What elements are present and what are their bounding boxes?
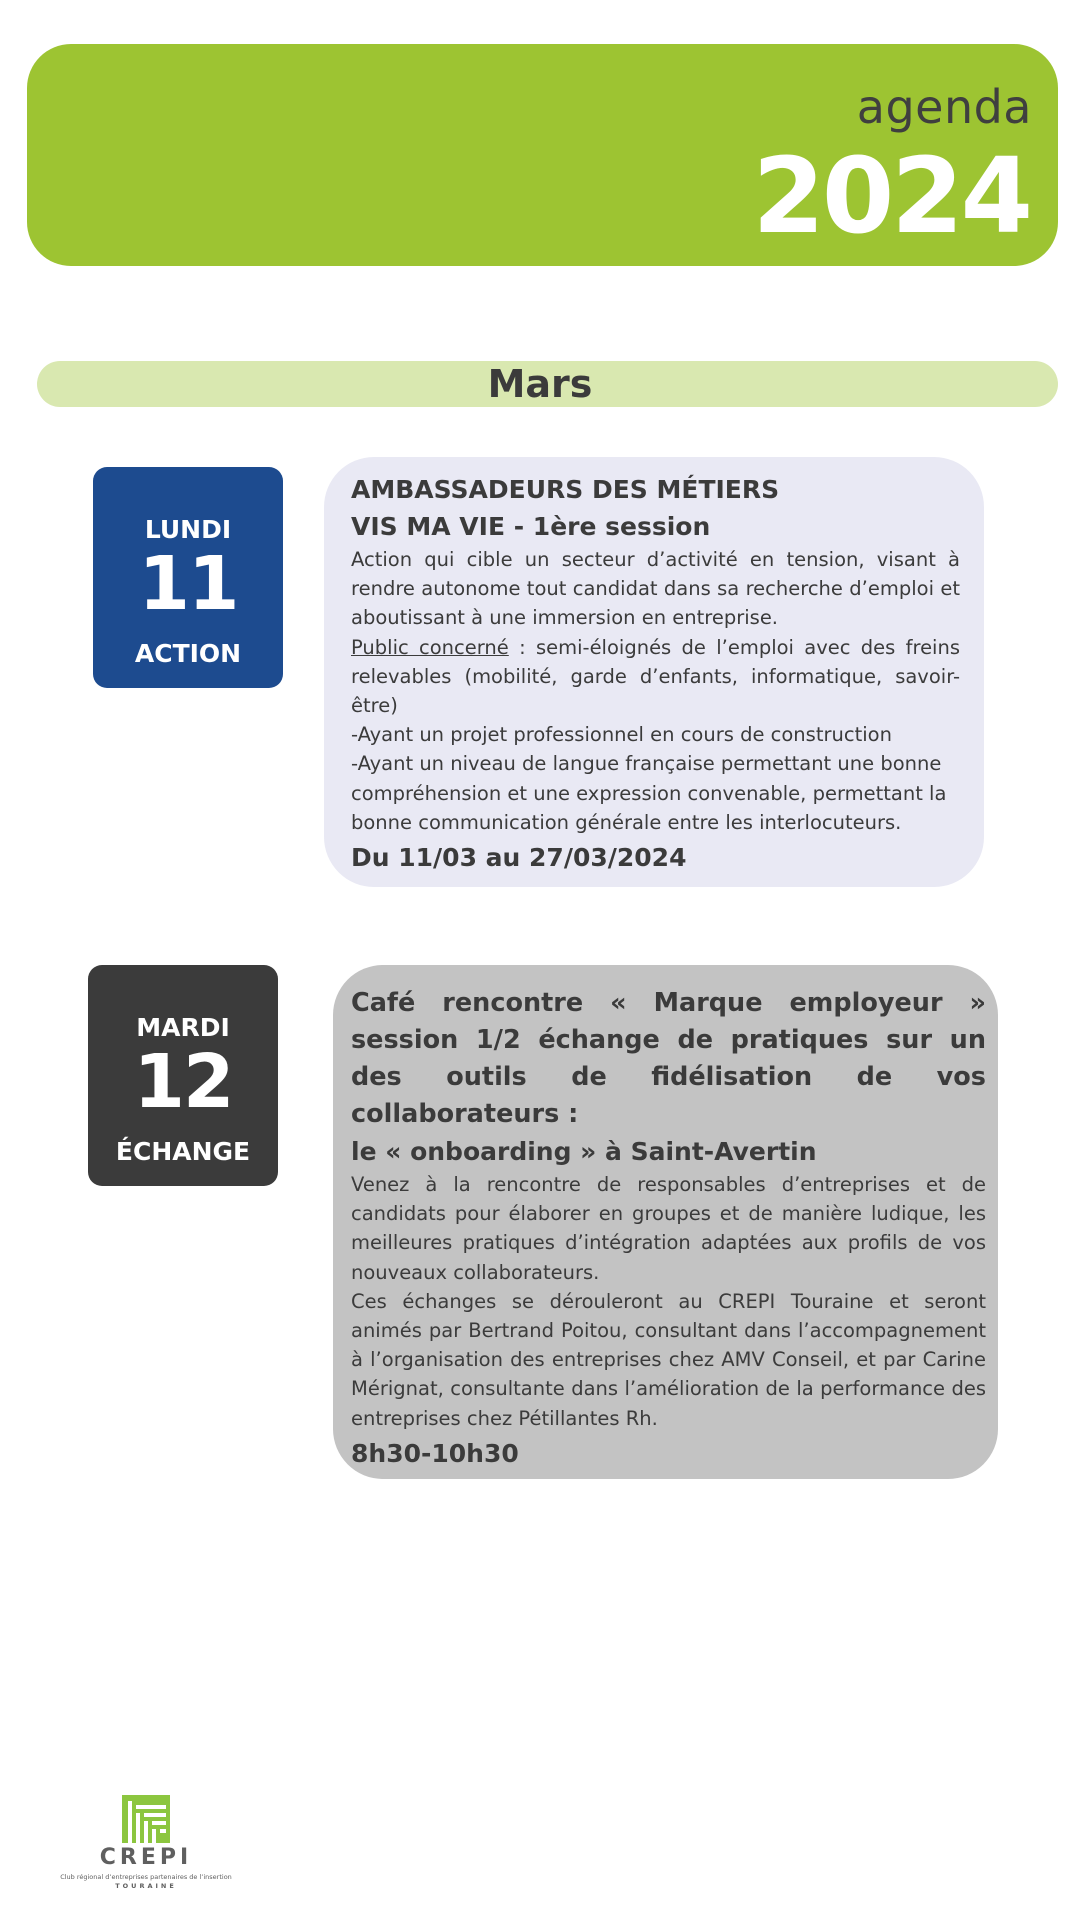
header-banner: [27, 44, 1058, 266]
header-agenda-label: agenda: [856, 80, 1032, 134]
event-subtitle: VIS MA VIE - 1ère session: [351, 512, 711, 541]
event-type: ACTION: [134, 639, 242, 668]
event-type: ÉCHANGE: [115, 1137, 251, 1166]
logo-name: CREPI: [99, 1845, 193, 1870]
header-year: 2024: [752, 135, 1030, 257]
event-audience: [351, 633, 960, 721]
event-bullet: -Ayant un niveau de langue française permettant une bonne compréhension et une expression convenable, permettant la bonne communication générale entre les interlocuteurs.: [351, 752, 947, 834]
event-day-number: 11: [138, 541, 238, 627]
crepi-logo: [56, 1795, 236, 1890]
logo-region: TOURAINE: [115, 1882, 177, 1890]
event-card: [324, 457, 984, 887]
event-date-tile: [88, 965, 278, 1186]
event-bullet: -Ayant un projet professionnel en cours de construction: [351, 723, 892, 747]
event-title: AMBASSADEURS DES MÉTIERS: [351, 475, 780, 504]
event-description: Ces échanges se dérouleront au CREPI Touraine et seront animés par Bertrand Poitou, consultant dans l’accompagnement à l’organisation des entreprises chez AMV Conseil, et par Carine Mérignat, consultante dans l’amélioration de la performance des entreprises chez Pétillantes Rh.: [351, 1289, 986, 1430]
event-day-number: 12: [133, 1039, 233, 1125]
event-description: Action qui cible un secteur d’activité en tension, visant à rendre autonome tout candidat dans sa recherche d’emploi et aboutissant à une immersion en entreprise.: [351, 548, 960, 630]
audience-label: Public concerné: [351, 635, 509, 659]
event-title: Café rencontre « Marque employeur » session 1/2 échange de pratiques sur un des outils de fidélisation de vos collaborateurs :: [351, 988, 986, 1129]
event-date-range: Du 11/03 au 27/03/2024: [351, 843, 687, 873]
crepi-logo-mark-icon: [122, 1795, 170, 1843]
event-title-location: le « onboarding » à Saint-Avertin: [351, 1137, 817, 1166]
logo-subtitle: Club régional d’entreprises partenaires de l’insertion: [60, 1873, 232, 1881]
event-date-tile: [93, 467, 283, 688]
event-day-name: LUNDI: [144, 515, 232, 544]
event-description: Venez à la rencontre de responsables d’entreprises et de candidats pour élaborer en groupes et de manière ludique, les meilleures pratiques d’intégration adaptées aux profils de vos nouveaux collaborateurs.: [351, 1173, 986, 1284]
month-bar: [37, 361, 1058, 407]
month-label: Mars: [487, 362, 593, 406]
event-day-name: MARDI: [136, 1013, 230, 1042]
audience-text: : semi-éloignés de l’emploi avec des freins relevables (mobilité, garde d’enfants, informatique, savoir-être): [351, 635, 960, 718]
event-card: [333, 965, 998, 1479]
event-time: 8h30-10h30: [351, 1438, 519, 1468]
